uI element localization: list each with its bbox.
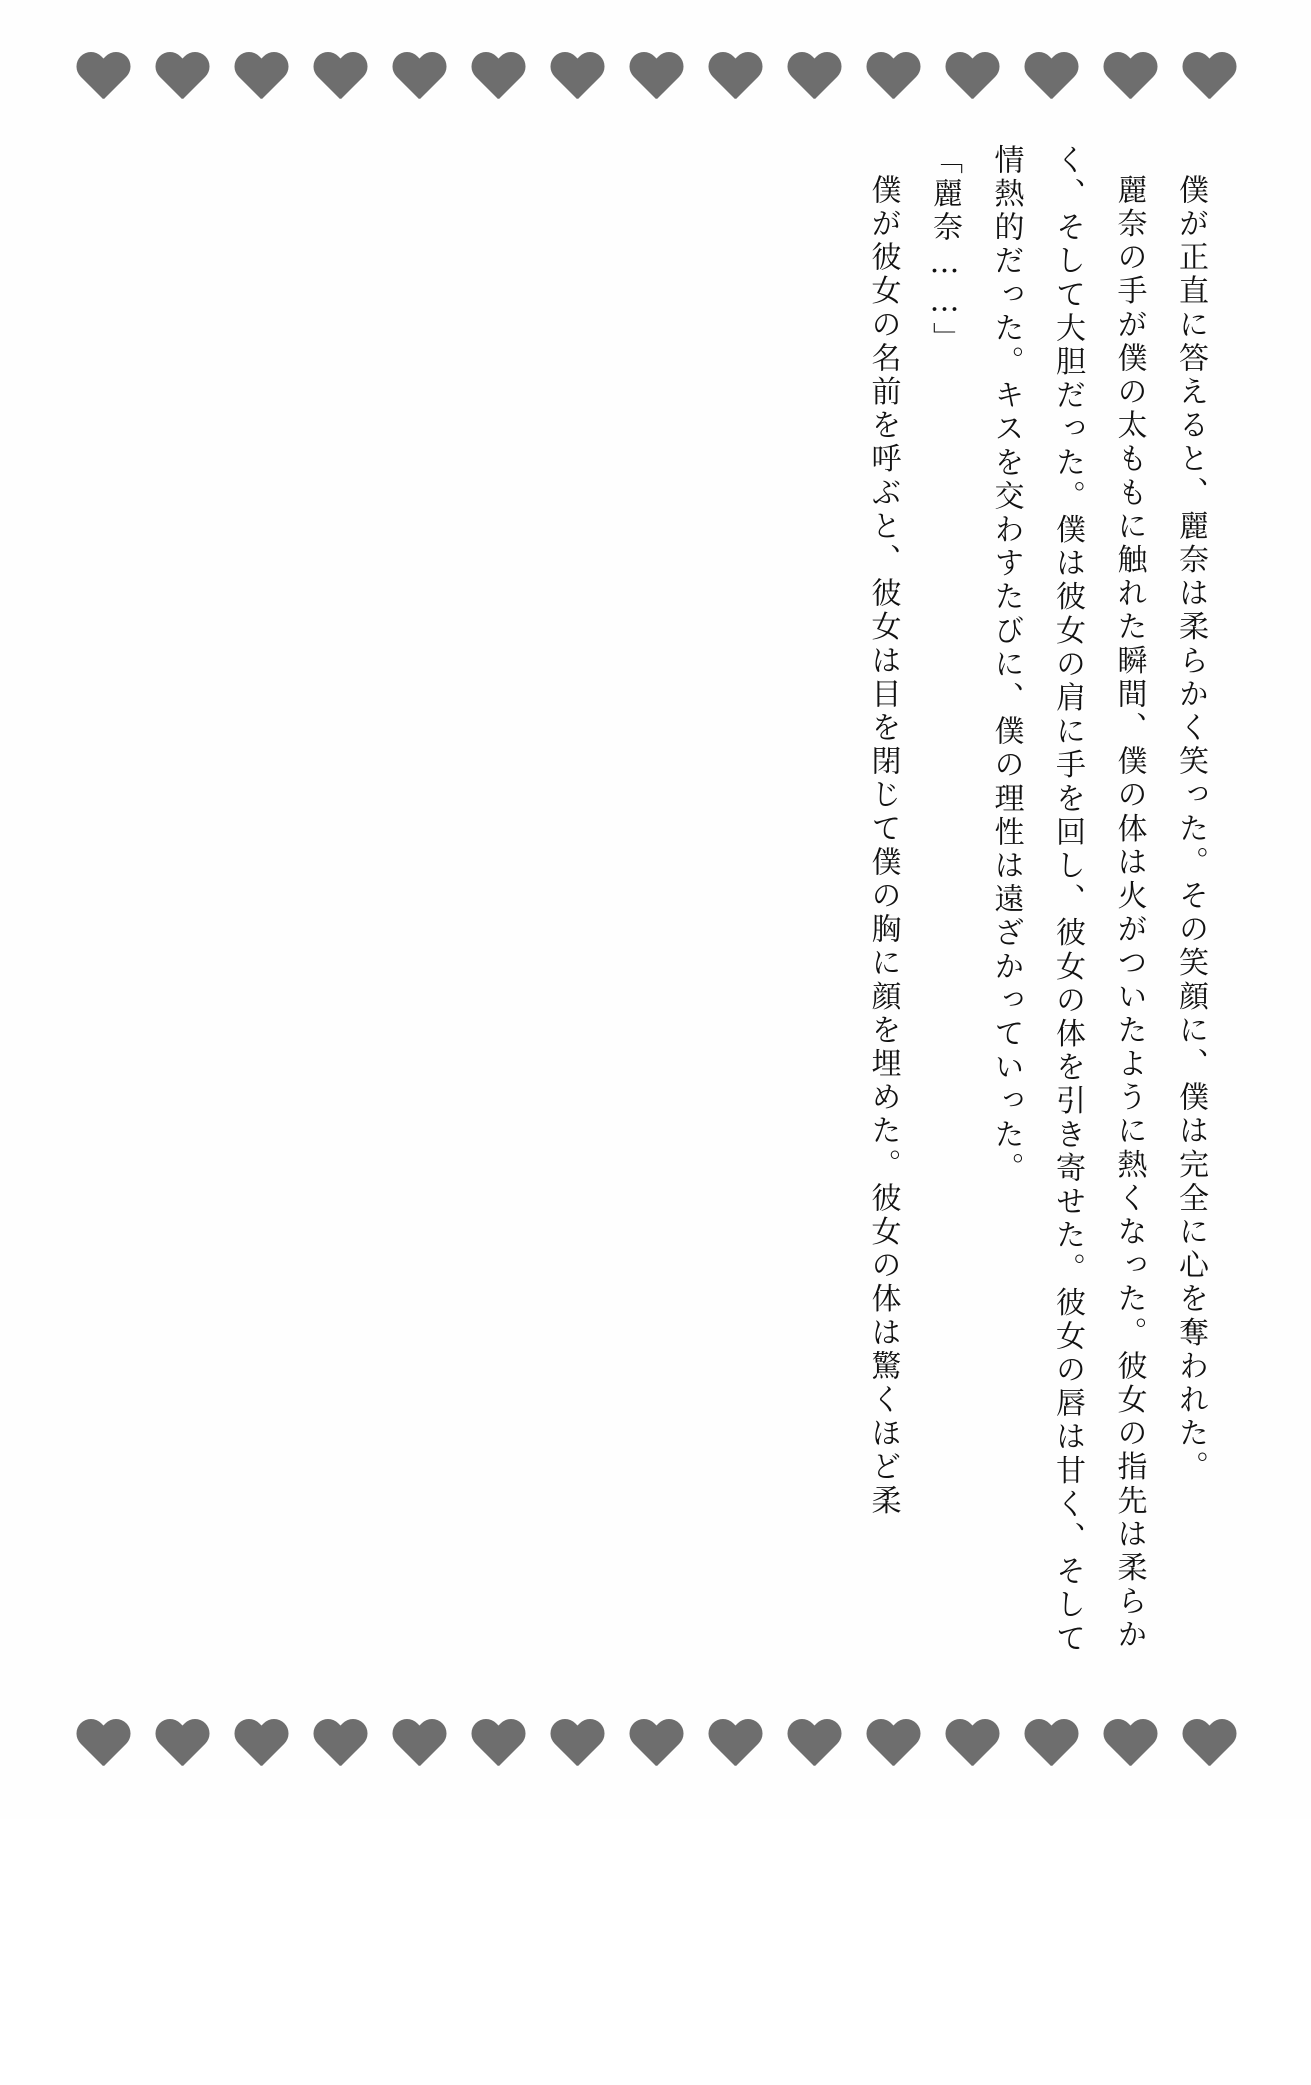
heart-border-bottom — [0, 1689, 1311, 1801]
heart-icon — [154, 53, 210, 103]
heart-icon — [944, 53, 1000, 103]
heart-icon — [628, 53, 684, 103]
heart-icon — [865, 1720, 921, 1770]
heart-icon — [470, 1720, 526, 1770]
heart-icon — [707, 1720, 763, 1770]
heart-icon — [75, 1720, 131, 1770]
paragraph-dialogue: 「麗奈……」 — [927, 144, 962, 356]
heart-icon — [75, 53, 131, 103]
heart-icon — [1181, 1720, 1237, 1770]
heart-icon — [312, 53, 368, 103]
heart-icon — [1023, 53, 1079, 103]
heart-icon — [154, 1720, 210, 1770]
heart-icon — [786, 1720, 842, 1770]
heart-icon — [628, 1720, 684, 1770]
heart-icon — [391, 53, 447, 103]
heart-icon — [391, 1720, 447, 1770]
heart-icon — [1102, 53, 1158, 103]
heart-icon — [233, 1720, 289, 1770]
heart-icon — [470, 53, 526, 103]
paragraph: 僕が正直に答えると、麗奈は柔らかく笑った。その笑顔に、僕は完全に心を奪われた。 — [1173, 174, 1208, 1485]
heart-border-top — [0, 22, 1311, 134]
heart-icon — [312, 1720, 368, 1770]
paragraph: 僕が彼女の名前を呼ぶと、彼女は目を閉じて僕の胸に顔を埋めた。彼女の体は驚くほど柔 — [865, 174, 901, 1518]
heart-icon — [1102, 1720, 1158, 1770]
heart-icon — [1181, 53, 1237, 103]
heart-icon — [944, 1720, 1000, 1770]
heart-icon — [233, 53, 289, 103]
heart-icon — [1023, 1720, 1079, 1770]
heart-icon — [707, 53, 763, 103]
heart-icon — [549, 53, 605, 103]
document-body — [0, 134, 1311, 1689]
heart-icon — [865, 53, 921, 103]
vertical-text-block — [90, 144, 1221, 1679]
heart-icon — [786, 53, 842, 103]
heart-icon — [549, 1720, 605, 1770]
paragraph: 麗奈の手が僕の太ももに触れた瞬間、僕の体は火がついたように熱くなった。彼女の指先は柔らかく、そして大胆だった。僕は彼女の肩に手を回し、彼女の体を引き寄せた。彼女の唇は甘く、そして情熱的だった。キスを交わすたびに、僕の理性は遠ざかっていった。 — [988, 144, 1147, 1656]
